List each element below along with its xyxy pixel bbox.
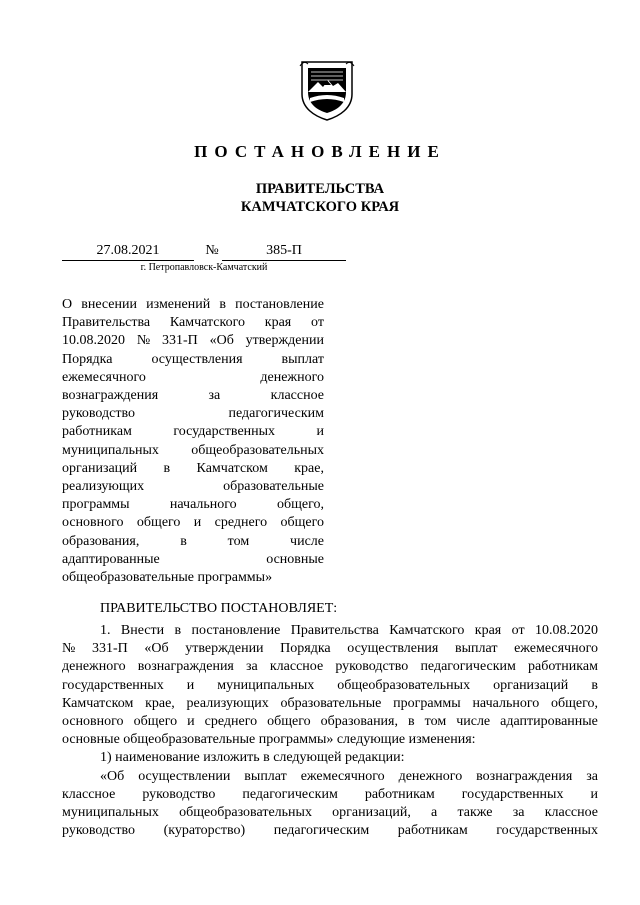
title-line: Порядка осуществления выплат [62,351,324,367]
title-line: образования, в том числе [62,533,324,549]
document-date: 27.08.2021 [62,242,194,261]
title-line: работникам государственных и [62,424,324,440]
title-line: О внесении изменений в постановление [62,297,324,312]
body-line: руководство (кураторство) педагогическим работникам государственных [62,823,598,839]
body-line: государственных и муниципальных общеобразовательных организаций в [62,677,598,693]
title-line: вознаграждения за классное [62,388,324,404]
body-line: 1. Внести в постановление Правительства Камчатского края от 10.08.2020 [100,623,598,638]
body-line: «Об осуществлении выплат ежемесячного денежного вознаграждения за [100,768,598,784]
title-line: программы начального общего, [62,497,324,513]
body-line: основного общего и среднего общего образования, в том числе адаптированные [62,714,598,730]
body-line: муниципальных общеобразовательных организаций, а также за классное [62,805,598,821]
number-sign: № [205,243,219,258]
body-line: Камчатском крае, реализующих образовательные программы начального общего, [62,695,598,711]
kamchatka-coat-of-arms-icon [298,58,356,122]
title-line: общеобразовательные программы» [62,570,273,586]
title-line: ежемесячного денежного [62,369,324,385]
issuing-authority [0,180,640,216]
document-number: 385-П [222,242,346,261]
document-body [62,622,598,840]
authority-line: ПРАВИТЕЛЬСТВА [255,181,385,197]
title-line: реализующих образовательные [62,479,324,495]
body-line: классное руководство педагогическим работникам государственных и [62,786,598,802]
title-line: адаптированные основные [62,551,324,567]
title-line: Правительства Камчатского края от [62,315,324,331]
body-line: 1) наименование изложить в следующей редакции: [100,750,405,766]
title-line: 10.08.2020 № 331-П «Об утверждении [62,333,324,349]
document-city: г. Петропавловск-Камчатский [140,262,268,273]
authority-line: КАМЧАТСКОГО КРАЯ [240,199,400,215]
document-type: ПОСТАНОВЛЕНИЕ [194,142,446,161]
title-line: руководство педагогическим [62,406,324,422]
body-line: № 331-П «Об утверждении Порядка осуществления выплат ежемесячного [62,641,598,657]
document-title [62,296,324,587]
body-line: основные общеобразовательные программы» следующие изменения: [62,732,476,748]
body-line: денежного вознаграждения за классное руководство педагогическим работникам [62,659,598,675]
title-line: муниципальных общеобразовательных [62,442,324,458]
title-line: организаций в Камчатском крае, [62,460,324,476]
title-line: основного общего и среднего общего [62,515,324,531]
resolves-heading: ПРАВИТЕЛЬСТВО ПОСТАНОВЛЯЕТ: [100,601,338,616]
